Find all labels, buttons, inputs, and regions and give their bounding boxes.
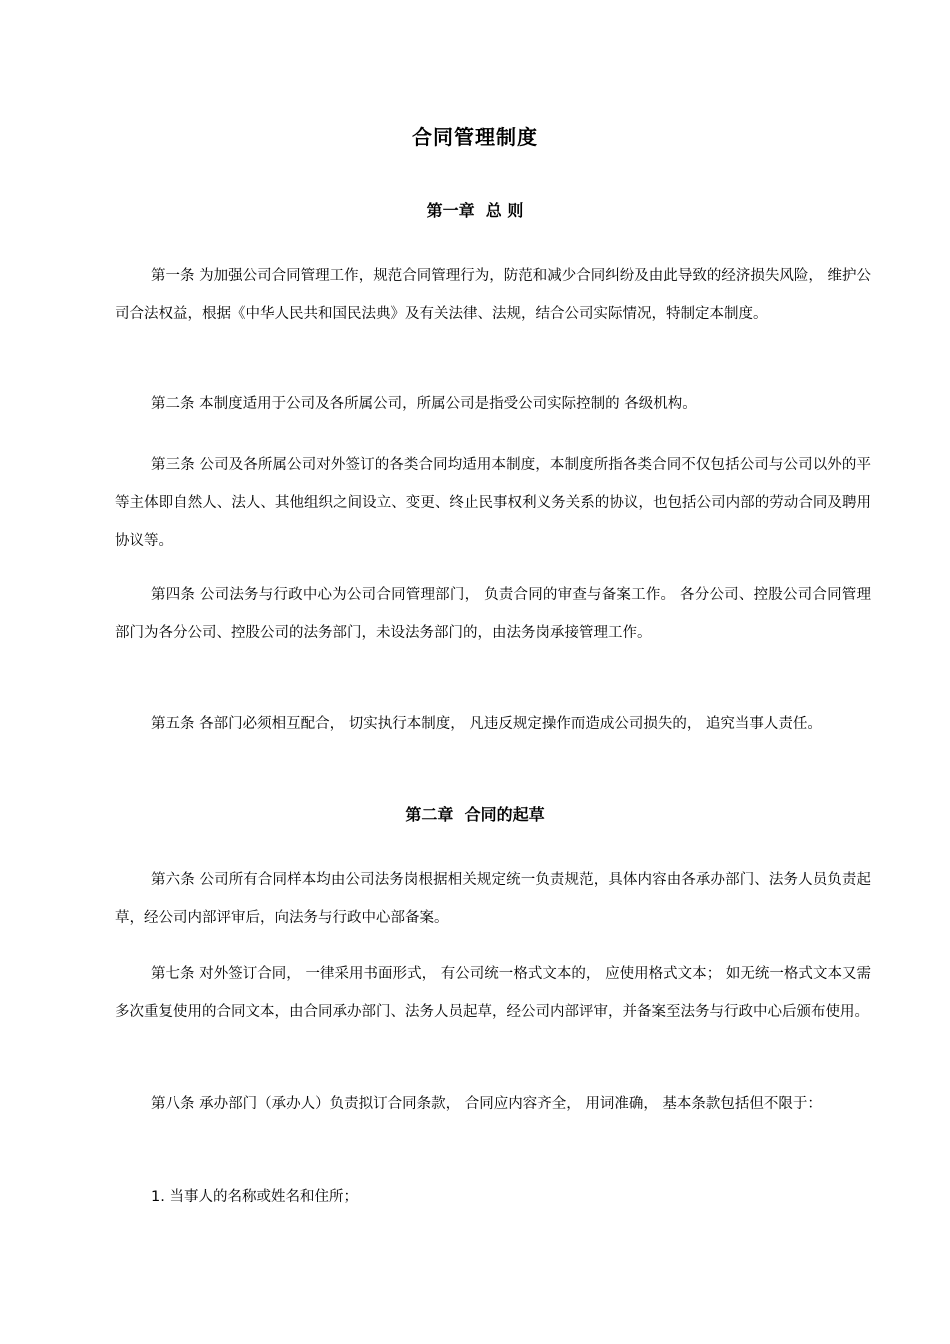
article-1: 第一条 为加强公司合同管理工作，规范合同管理行为，防范和减少合同纠纷及由此导致的经济损失风险， 维护公司合法权益，根据《中华人民共和国民法典》及有关法律、法规，结合公司实际情况，特制定本制度。 — [115, 268, 871, 322]
list-item: 1. 当事人的名称或姓名和住所； — [151, 1189, 358, 1205]
article-4: 第四条 公司法务与行政中心为公司合同管理部门， 负责合同的审查与备案工作。 各分公司、控股公司合同管理部门为各分公司、控股公司的法务部门，未设法务部门的，由法务岗承接管理工作。 — [115, 587, 871, 641]
chapter-heading-drafting: 第二章 合同的起草 — [405, 805, 545, 824]
article-3: 第三条 公司及各所属公司对外签订的各类合同均适用本制度，本制度所指各类合同不仅包括公司与公司以外的平等主体即自然人、法人、其他组织之间设立、变更、终止民事权利义务关系的协议，也包括公司内部的劳动合同及聘用协议等。 — [115, 457, 871, 549]
article-6: 第六条 公司所有合同样本均由公司法务岗根据相关规定统一负责规范，具体内容由各承办部门、法务人员负责起草，经公司内部评审后，向法务与行政中心部备案。 — [115, 872, 871, 926]
document-title: 合同管理制度 — [412, 125, 538, 149]
chapter-heading-general: 第一章 总 则 — [426, 201, 524, 220]
article-2: 第二条 本制度适用于公司及各所属公司，所属公司是指受公司实际控制的 各级机构。 — [151, 396, 697, 412]
article-8: 第八条 承办部门（承办人）负责拟订合同条款， 合同应内容齐全， 用词准确， 基本条款包括但不限于： — [151, 1096, 822, 1112]
article-7: 第七条 对外签订合同， 一律采用书面形式， 有公司统一格式文本的， 应使用格式文本； 如无统一格式文本又需多次重复使用的合同文本，由合同承办部门、法务人员起草，经公司内部评审，并备案至法务与行政中心后颁布使用。 — [115, 966, 871, 1020]
article-5: 第五条 各部门必须相互配合， 切实执行本制度， 凡违反规定操作而造成公司损失的， 追究当事人责任。 — [151, 716, 822, 732]
